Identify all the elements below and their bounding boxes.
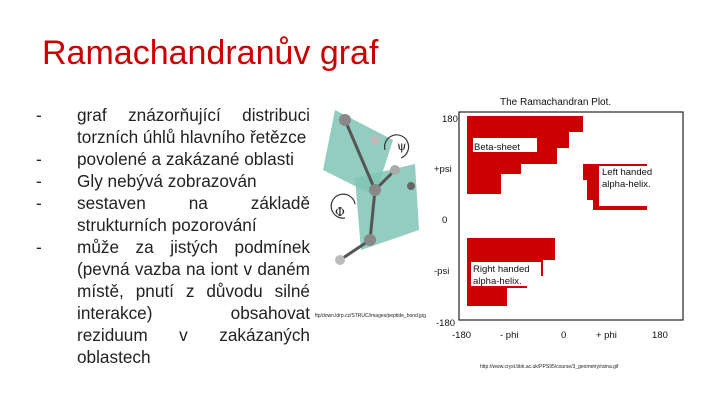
phi-symbol: Φ [335,205,345,219]
bullet-item: - graf znázorňující distribuci torzních úhlů hlavního řetězce [36,104,310,148]
x-label-right: 180 [652,330,668,341]
beta-sheet-region [467,116,583,194]
region-label-beta: Beta-sheet [474,142,520,153]
bullet-item: - sestaven na základě strukturních pozorování [36,192,310,236]
peptide-bond-illustration [315,100,427,280]
region-label-right-helix: Right handed alpha-helix. [473,264,530,287]
plot-title: The Ramachandran Plot. [500,97,612,108]
plot-source-url: http://www.cryst.bbk.ac.uk/PPS95/course/3_geometry/rama.gif [480,364,619,370]
y-label-zero: 0 [442,215,448,226]
psi-symbol: ψ [397,139,407,153]
y-label-bottom: -180 [436,318,456,329]
x-label-plus: + phi [596,330,617,341]
image-source-url: ftp/down.ldrp.cz/STRUC/images/peptide_bond.jpg [315,313,426,319]
bullet-item: - povolené a zakázané oblasti [36,148,310,170]
y-label-top: 180 [442,114,458,125]
region-label-left-helix: Left handed alpha-helix. [602,167,653,190]
bullet-list [36,104,310,368]
y-label-plus: +psi [434,164,452,175]
slide-title: Ramachandranův graf [42,34,379,72]
bullet-item: - Gly nebývá zobrazován [36,170,310,192]
x-label-minus: - phi [500,330,519,341]
x-label-left: -180 [452,330,472,341]
x-label-zero: 0 [561,330,567,341]
y-label-minus: -psi [434,266,450,277]
bullet-item: - může za jistých podmínek (pevná vazba na iont v daném místě, pnutí z důvodu silné interakce) obsahovat reziduum v zakázaných oblastech [36,236,310,368]
